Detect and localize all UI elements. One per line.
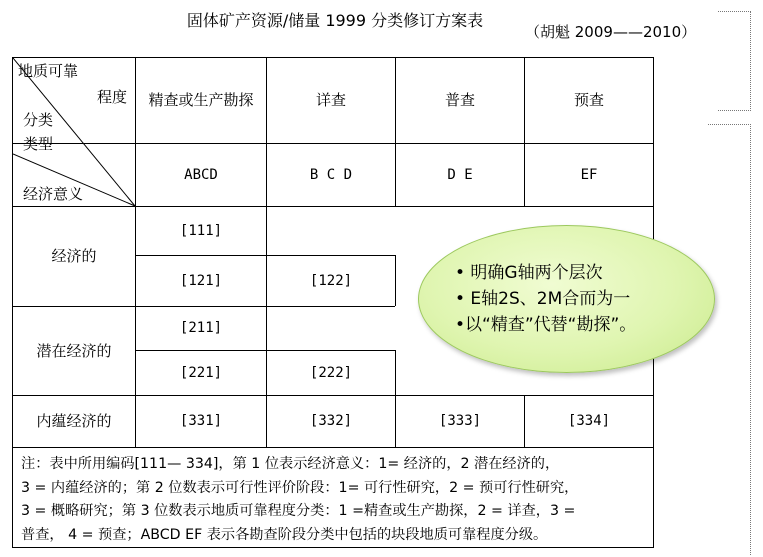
column-header-detailed-survey: 详查 xyxy=(315,91,346,109)
row-divider xyxy=(13,447,653,448)
col-divider xyxy=(395,255,396,306)
column-header-reconnaissance: 预查 xyxy=(573,91,604,109)
code-cell: [121] xyxy=(179,272,223,289)
row-label-potential-economic: 潜在经济的 xyxy=(36,341,112,360)
corner-label-type: 类型 xyxy=(23,135,54,153)
column-header-detailed-exploration: 精查或生产勘探 xyxy=(148,91,254,109)
code-cell: [331] xyxy=(179,413,223,429)
row-label-intrinsic-economic: 内蕴经济的 xyxy=(36,412,112,430)
callout-item: • E轴2S、2M合而为一 xyxy=(455,289,631,309)
callout-item: • 明确G轴两个层次 xyxy=(455,263,603,283)
column-header-general-survey: 普查 xyxy=(444,91,475,109)
code-cell: [211] xyxy=(179,320,223,336)
author-date: （胡魁 2009——2010） xyxy=(525,23,697,41)
code-cell: [333] xyxy=(438,413,482,429)
dotted-bracket-top xyxy=(718,11,751,111)
corner-label-reliability: 地质可靠 xyxy=(18,62,79,80)
note-line: 3 = 内蕴经济的；第 2 位数表示可行性评价阶段：1= 可行性研究，2 = 预可行性研究， xyxy=(21,479,579,496)
corner-label-economic-meaning: 经济意义 xyxy=(23,185,84,203)
column-code: EF xyxy=(580,166,598,183)
callout-item: •以“精查”代替“勘探”。 xyxy=(455,315,637,335)
column-code: ABCD xyxy=(184,166,218,183)
code-cell: [332] xyxy=(309,413,353,429)
row-label-economic: 经济的 xyxy=(51,247,97,265)
column-code: D E xyxy=(447,166,473,183)
code-cell: [222] xyxy=(309,364,353,381)
page-title: 固体矿产资源/储量 1999 分类修订方案表 xyxy=(186,11,484,30)
code-cell: [111] xyxy=(179,222,223,239)
corner-label-degree: 程度 xyxy=(97,88,128,106)
column-code: B C D xyxy=(309,166,353,183)
corner-label-class: 分类 xyxy=(23,111,54,129)
code-cell: [122] xyxy=(309,272,353,289)
note-line: 3 = 概略研究；第 3 位数表示地质可靠程度分类：1 =精查或生产勘探，2 = 详查，3 = xyxy=(21,503,576,520)
note-line: 注：表中所用编码[111— 334]，第 1 位表示经济意义：1= 经济的，2 潜在经济的， xyxy=(21,456,560,472)
code-cell: [221] xyxy=(179,364,223,381)
dotted-bracket-bottom xyxy=(708,124,751,555)
note-line: 普查， 4 = 预查；ABCD EF 表示各勘查阶段分类中包括的块段地质可靠程度分级。 xyxy=(21,526,548,543)
callout-bubble xyxy=(418,225,715,373)
code-cell: [334] xyxy=(567,413,611,429)
table-note xyxy=(21,453,649,547)
